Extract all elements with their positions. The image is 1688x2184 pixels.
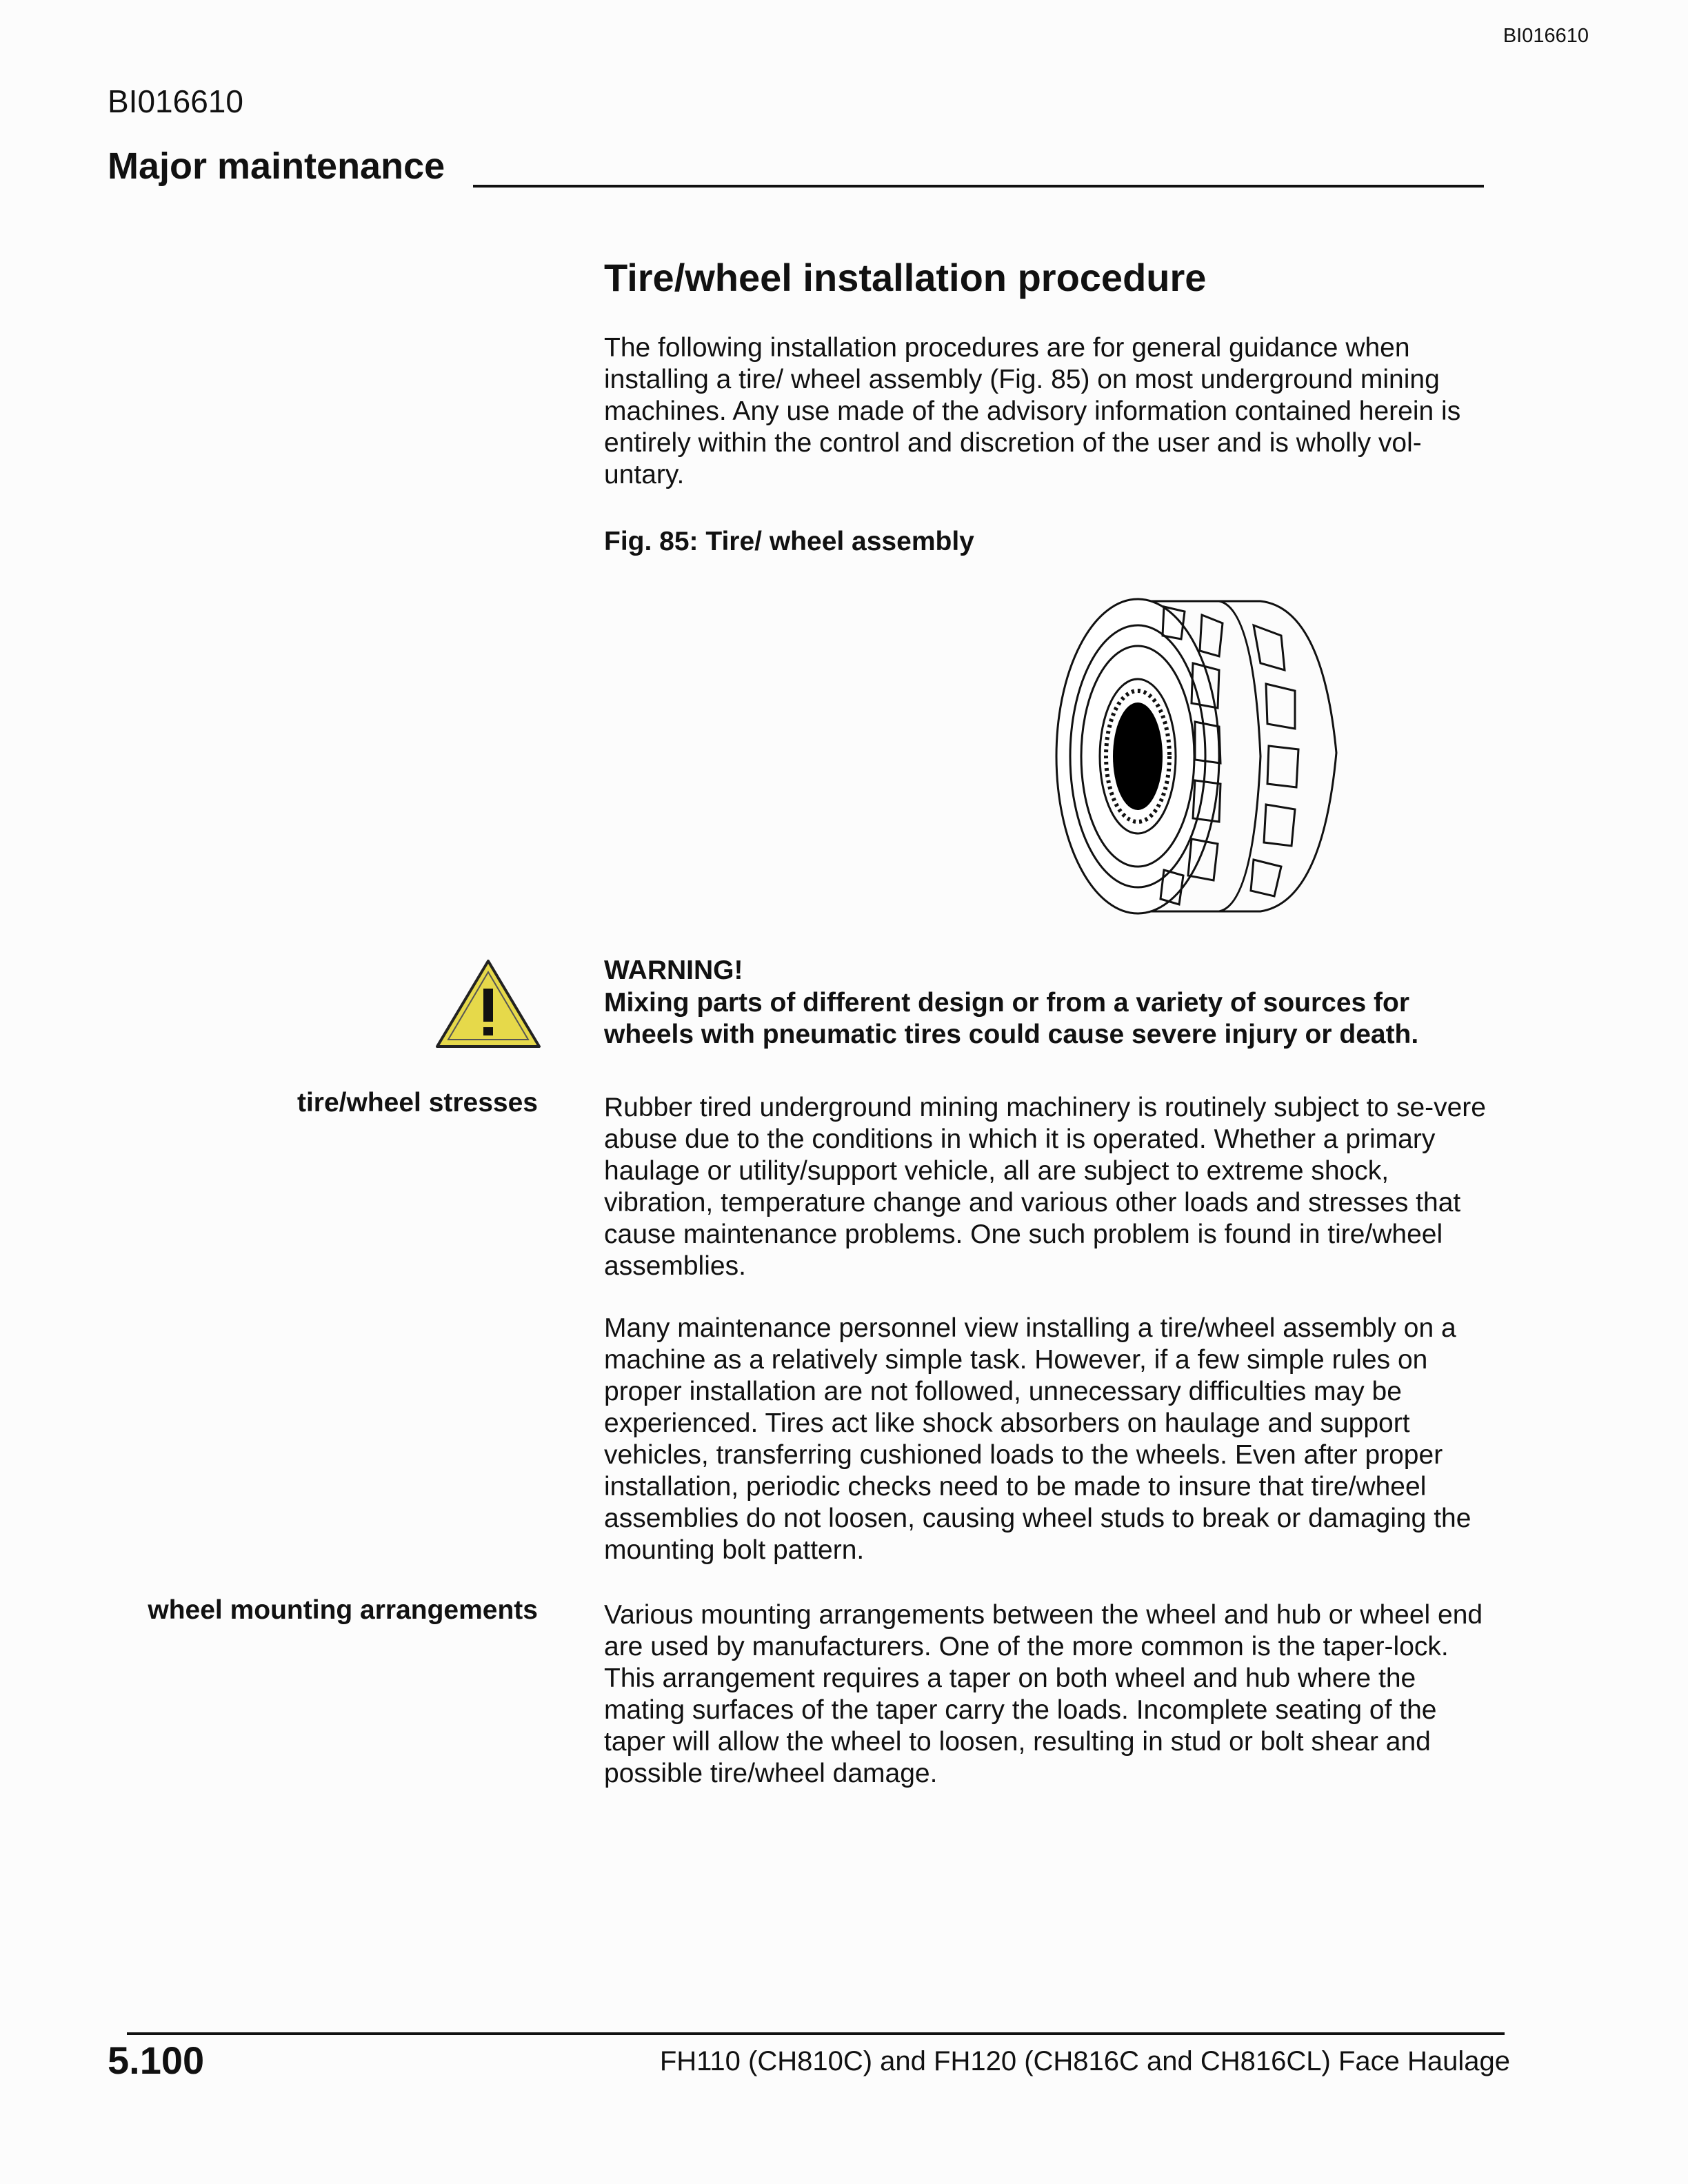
procedure-title: Tire/wheel installation procedure	[604, 256, 1207, 299]
doc-id: BI016610	[108, 83, 243, 119]
warning-icon	[434, 958, 542, 1049]
section-title: Major maintenance	[108, 145, 445, 187]
warning-text: Mixing parts of different design or from a variety of sources for wheels with pneumatic tires could cause severe injury or death.	[604, 988, 1419, 1049]
stresses-paragraph-2: Many maintenance personnel view installing a tire/wheel assembly on a machine as a relatively simple task. However, if a few simple rules on proper installation are not followed, unnecessary difficulties may be experienced. Tires act like shock absorbers on haulage and support vehicles, transferring cushioned loads to the wheels. Even after proper installation, periodic checks need to be made to insure that tire/wheel assemblies do not loosen, causing wheel studs to break or damaging the mounting bolt pattern.	[604, 1313, 1471, 1565]
footer-rule	[127, 2032, 1505, 2035]
doc-id-top: BI016610	[1503, 25, 1589, 47]
warning-title: WARNING!	[604, 956, 743, 985]
tire-wheel-figure	[1047, 587, 1354, 922]
page-number: 5.100	[108, 2039, 205, 2082]
figure-caption: Fig. 85: Tire/ wheel assembly	[604, 527, 974, 556]
side-label-tire-wheel-stresses: tire/wheel stresses	[297, 1088, 538, 1118]
mounting-paragraph-1: Various mounting arrangements between the wheel and hub or wheel end are used by manufacturers. One of the more common is the taper-lock. This arrangement requires a taper on both wheel and hub where the mating surfaces of the taper carry the loads. Incomplete seating of the taper will allow the wheel to loosen, resulting in stud or bolt shear and possible tire/wheel damage.	[604, 1600, 1483, 1788]
header-rule	[473, 185, 1484, 188]
intro-paragraph: The following installation procedures are for general guidance when installing a tire/ wheel assembly (Fig. 85) on most underground mining machines. Any use made of the advisory information contained herein is entirely within the control and discretion of the user and is wholly vol-untary.	[604, 333, 1461, 489]
side-label-wheel-mounting-arrangements: wheel mounting arrangements	[148, 1595, 538, 1625]
stresses-paragraph-1: Rubber tired underground mining machinery is routinely subject to se-vere abuse due to the conditions in which it is operated. Whether a primary haulage or utility/support vehicle, all are subject to extreme shock, vibration, temperature change and various other loads and stresses that cause maintenance problems. One such problem is found in tire/wheel assemblies.	[604, 1093, 1486, 1281]
footer-title: FH110 (CH810C) and FH120 (CH816C and CH816CL) Face Haulage	[659, 2046, 1510, 2076]
